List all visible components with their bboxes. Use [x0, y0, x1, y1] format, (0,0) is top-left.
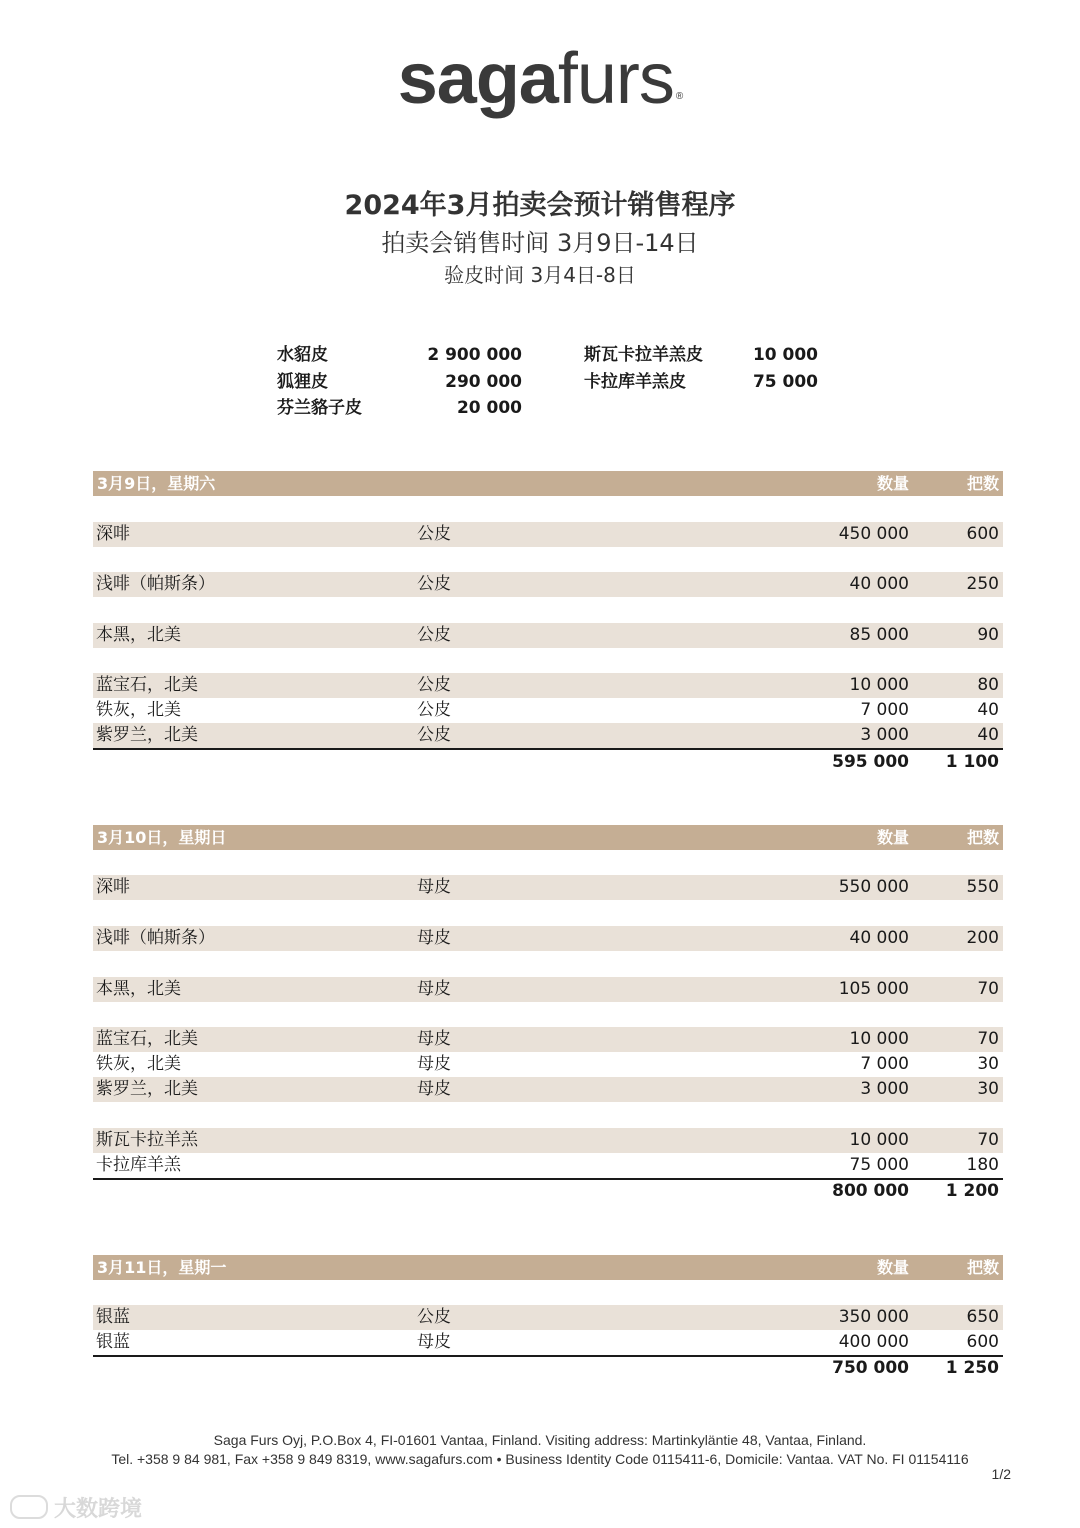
qty-header: 数量 [876, 474, 909, 493]
sagafurs-logo: sagafurs ® [397, 39, 683, 119]
page-number: 1/2 [991, 1466, 1011, 1482]
table-row: 卡拉库羊羔 75 000 180 [96, 1155, 999, 1175]
table-row: 深啡 公皮 450 000 600 [93, 522, 1003, 547]
table-row: 浅啡（帕斯条） 母皮 40 000 200 [93, 926, 1003, 951]
watermark: 大数跨境 [10, 1492, 142, 1523]
section-header [93, 1255, 1003, 1280]
section-day: 3月10日，星期日 [97, 828, 227, 847]
lots-header: 把数 [966, 828, 999, 847]
offering-summary [0, 342, 1080, 432]
lots-header: 把数 [966, 1258, 999, 1277]
sale-day-section [93, 471, 1003, 776]
watermark-logo-icon [10, 1495, 48, 1519]
sale-day-section [93, 1255, 1003, 1385]
table-row: 蓝宝石，北美 公皮 10 000 80 [93, 673, 1003, 698]
company-footer [0, 1431, 1080, 1469]
table-row: 本黑，北美 公皮 85 000 90 [93, 623, 1003, 648]
table-row: 斯瓦卡拉羊羔 10 000 70 [93, 1128, 1003, 1153]
table-row: 本黑，北美 母皮 105 000 70 [93, 977, 1003, 1002]
table-row: 紫罗兰，北美 母皮 3 000 30 [93, 1077, 1003, 1102]
footer-contact: Tel. +358 9 84 981, Fax +358 9 849 8319, www.sagafurs.com • Business Identity Code 0115411-6, Domicile: Vantaa. VAT No. FI 01154116 [111, 1451, 969, 1467]
section-total: 750 000 1 250 [832, 1358, 999, 1378]
qty-header: 数量 [876, 1258, 909, 1277]
sale-day-section [93, 825, 1003, 1205]
table-row: 铁灰，北美 公皮 7 000 40 [96, 700, 999, 720]
table-row: 蓝宝石，北美 母皮 10 000 70 [93, 1027, 1003, 1052]
qty-header: 数量 [876, 828, 909, 847]
inspection-dates: 验皮时间 3月4日-8日 [444, 263, 636, 287]
section-day: 3月9日，星期六 [97, 474, 216, 493]
table-row: 铁灰，北美 母皮 7 000 30 [96, 1054, 999, 1074]
summary-row: 狐狸皮 290 000 卡拉库羊羔皮 75 000 [277, 372, 818, 392]
summary-row: 芬兰貉子皮 20 000 [277, 398, 522, 418]
table-row: 紫罗兰，北美 公皮 3 000 40 [93, 723, 1003, 748]
table-row: 浅啡（帕斯条） 公皮 40 000 250 [93, 572, 1003, 597]
table-row: 深啡 母皮 550 000 550 [93, 875, 1003, 900]
section-total: 800 000 1 200 [832, 1181, 999, 1201]
footer-address: Saga Furs Oyj, P.O.Box 4, FI-01601 Vantaa, Finland. Visiting address: Martinkyläntie 48, Vantaa, Finland. [213, 1432, 867, 1448]
table-row: 银蓝 公皮 350 000 650 [93, 1305, 1003, 1330]
section-day: 3月11日，星期一 [97, 1258, 227, 1277]
table-row: 银蓝 母皮 400 000 600 [96, 1332, 999, 1352]
lots-header: 把数 [966, 474, 999, 493]
document-title: 2024年3月拍卖会预计销售程序 [344, 190, 736, 221]
section-header [93, 825, 1003, 850]
section-total: 595 000 1 100 [832, 752, 999, 772]
auction-dates: 拍卖会销售时间 3月9日-14日 [381, 229, 699, 257]
summary-row: 水貂皮 2 900 000 斯瓦卡拉羊羔皮 10 000 [277, 345, 818, 365]
section-header [93, 471, 1003, 496]
document-header [0, 186, 1080, 290]
